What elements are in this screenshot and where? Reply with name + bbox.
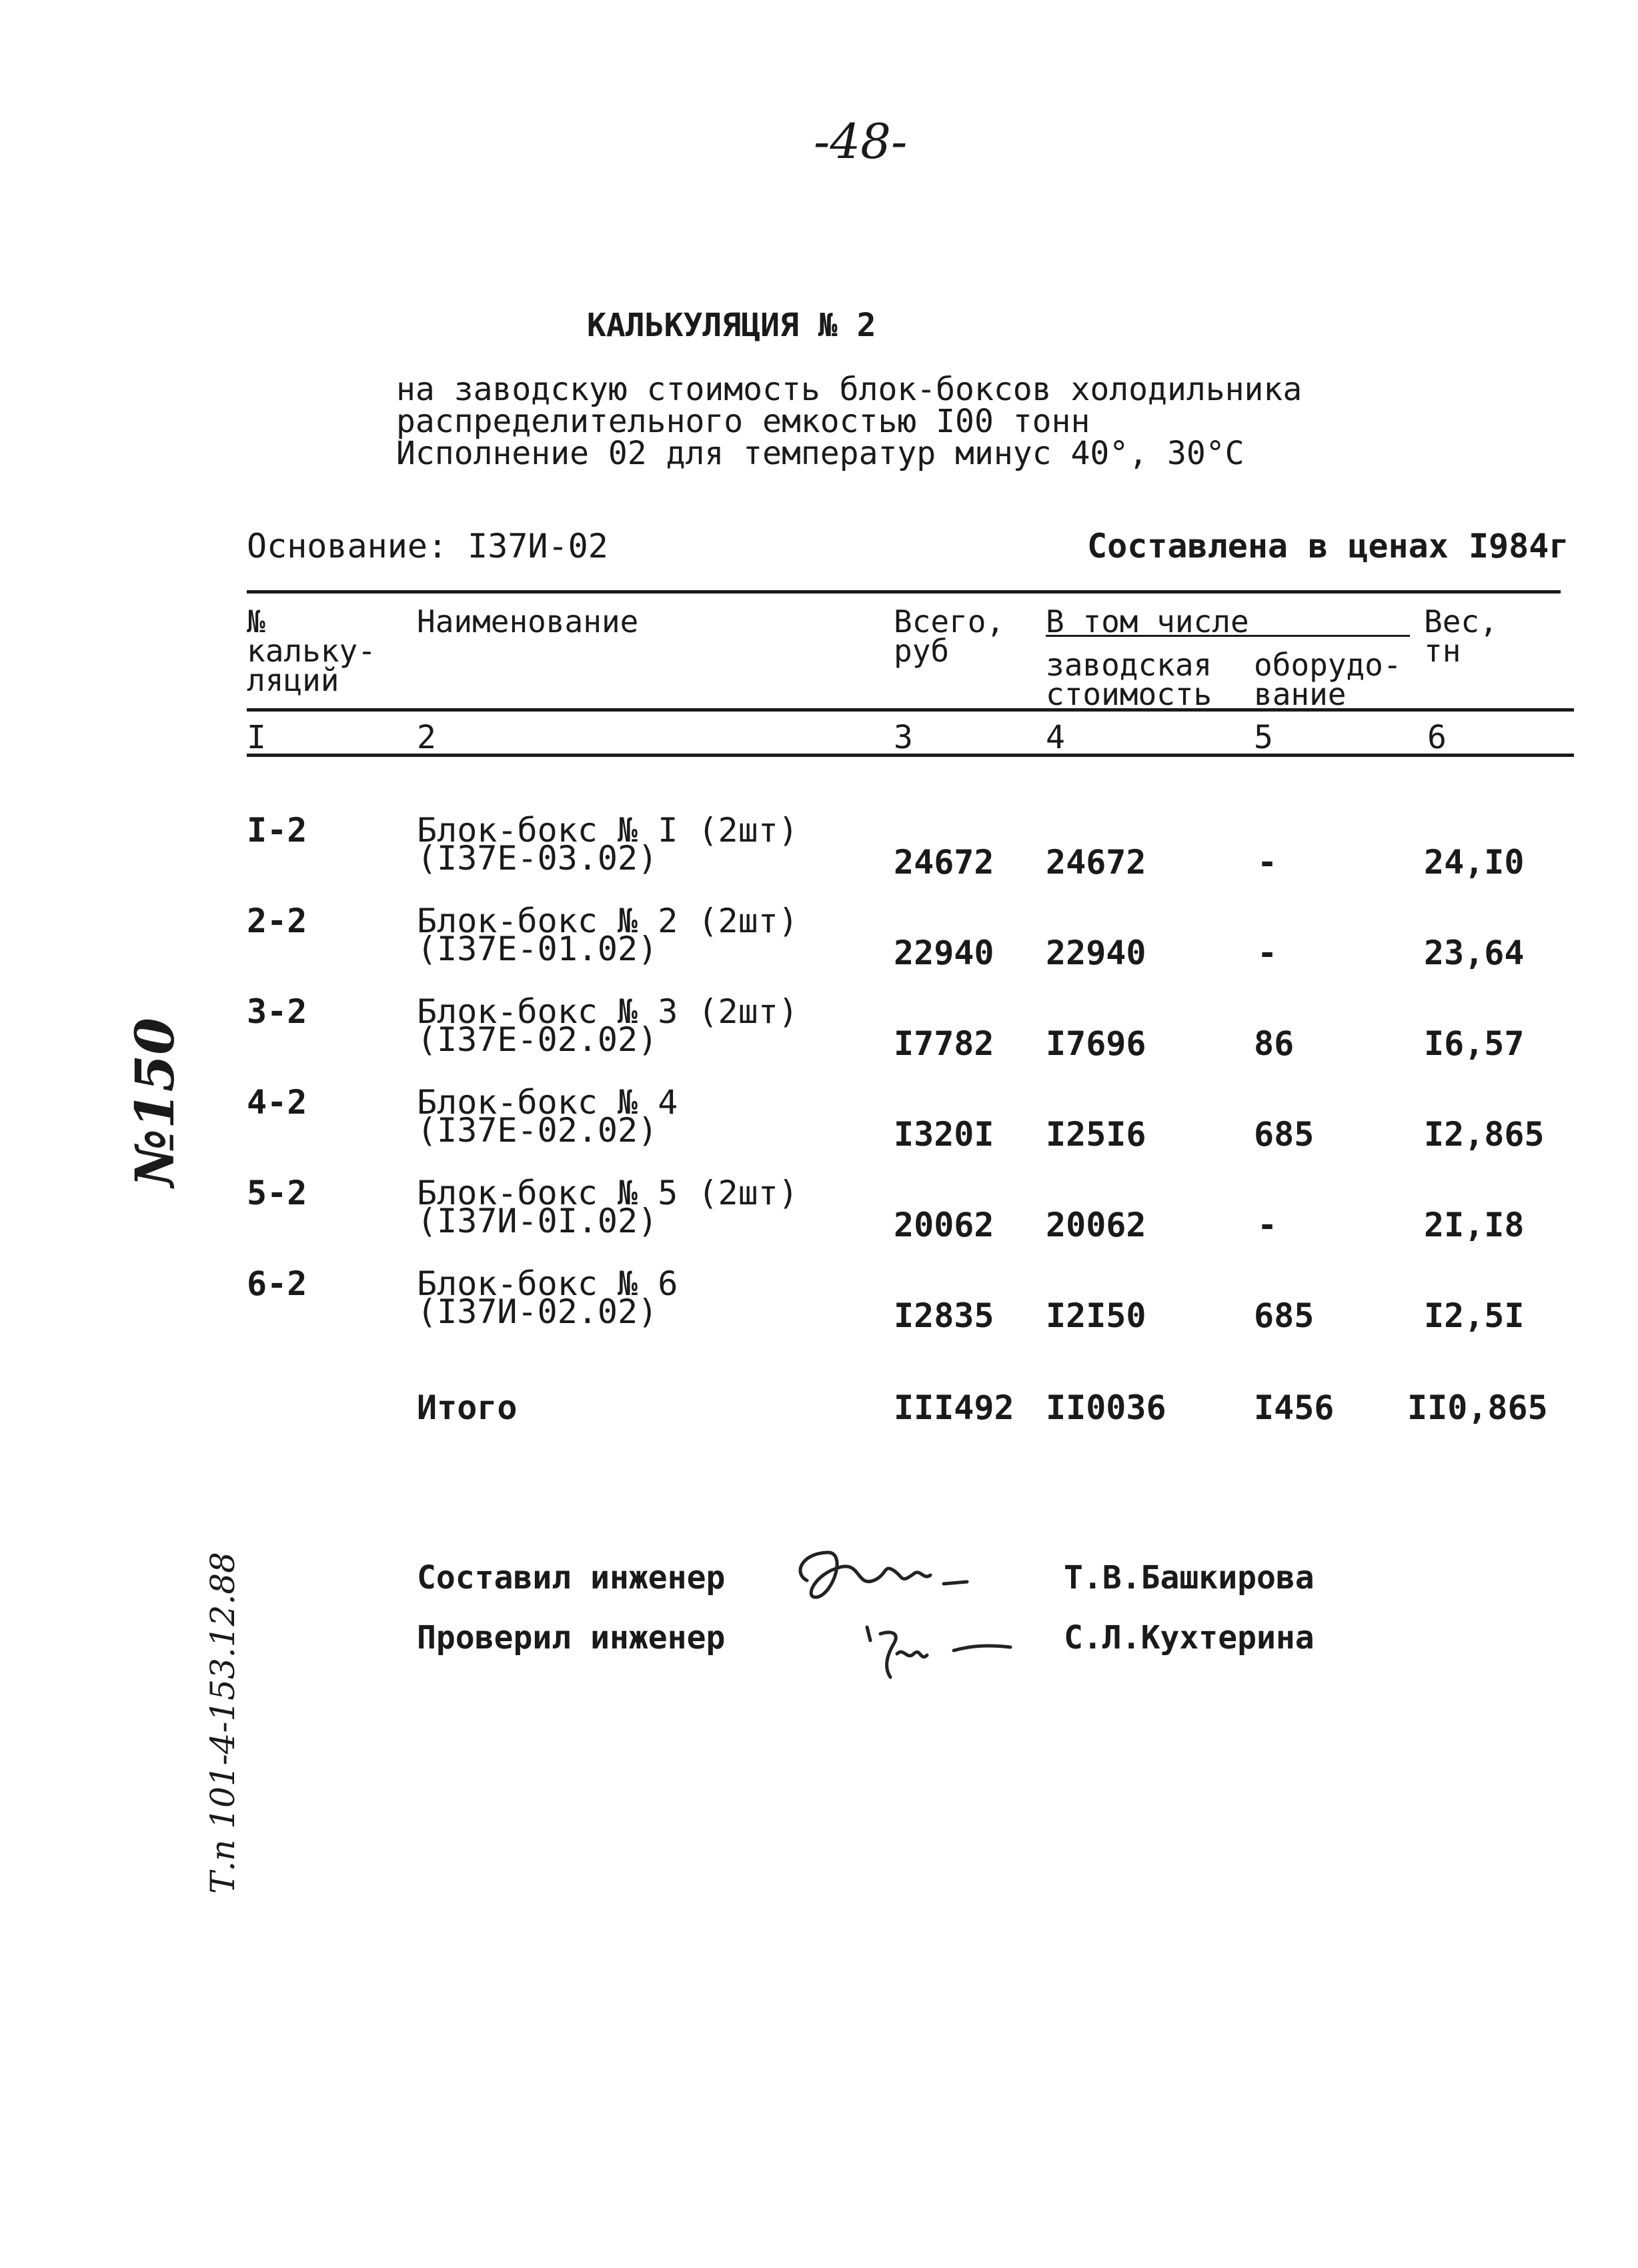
row-calc-number: 2-2	[247, 902, 307, 940]
row-factory: I7696	[1046, 1024, 1146, 1063]
row-factory: I25I6	[1046, 1115, 1146, 1154]
row-name: Блок-бокс № 4	[417, 1083, 678, 1122]
total-sum: III492	[894, 1388, 1014, 1427]
row-weight: I2,865	[1424, 1115, 1545, 1154]
column-number: 4	[1046, 719, 1065, 756]
row-total: 24672	[894, 843, 994, 882]
row-weight: I2,5I	[1424, 1296, 1525, 1335]
row-code: (I37Е-02.02)	[417, 1020, 658, 1059]
row-equipment: 685	[1254, 1115, 1315, 1154]
row-factory: I2I50	[1046, 1296, 1146, 1335]
row-factory: 20062	[1046, 1206, 1146, 1244]
header-text: №	[247, 604, 265, 640]
row-total: I7782	[894, 1024, 994, 1063]
header-text: руб	[894, 633, 950, 669]
row-equipment: 86	[1254, 1024, 1295, 1063]
row-weight: 2I,I8	[1424, 1206, 1525, 1244]
table-top-rule	[247, 590, 1561, 594]
column-number: 6	[1427, 719, 1447, 756]
basis-label: Основание: I37И-02	[247, 527, 608, 565]
header-text: Всего,	[894, 604, 1005, 640]
row-calc-number: 3-2	[247, 992, 307, 1031]
header-text: кальку-	[247, 633, 376, 669]
signature-checker	[854, 1614, 1027, 1687]
row-code: (I37И-0I.02)	[417, 1202, 658, 1240]
row-equipment: -	[1257, 1206, 1278, 1244]
row-name: Блок-бокс № 6	[417, 1264, 678, 1303]
header-calc-number	[247, 604, 376, 698]
row-code: (I37И-02.02)	[417, 1292, 658, 1331]
header-name: Наименование	[417, 604, 639, 640]
total-weight: II0,865	[1407, 1388, 1548, 1427]
compiled-by-label: Составил инженер	[417, 1559, 726, 1596]
total-factory: II0036	[1046, 1388, 1166, 1427]
row-equipment: -	[1257, 934, 1278, 972]
header-total	[894, 604, 1005, 669]
row-calc-number: 5-2	[247, 1174, 307, 1212]
row-weight: 23,64	[1424, 934, 1525, 972]
subtitle-line: Исполнение 02 для температур минус 40°, 30°С	[396, 435, 1245, 472]
row-equipment: -	[1257, 843, 1278, 882]
row-code: (I37Е-03.02)	[417, 839, 658, 878]
column-number: 5	[1254, 719, 1273, 756]
header-factory-cost	[1046, 647, 1212, 712]
signature-compiler	[787, 1534, 1000, 1614]
header-text: тн	[1424, 633, 1461, 669]
checked-by-label: Проверил инженер	[417, 1619, 726, 1656]
prices-note: Составлена в ценах I984г	[1087, 527, 1569, 565]
compiled-by-name: Т.В.Башкирова	[1064, 1559, 1315, 1596]
checked-by-name: С.Л.Кухтерина	[1064, 1619, 1315, 1656]
row-equipment: 685	[1254, 1296, 1315, 1335]
row-total: I2835	[894, 1296, 994, 1335]
column-number: 2	[417, 719, 436, 756]
header-equipment	[1254, 647, 1402, 712]
header-text: Вес,	[1424, 604, 1498, 640]
row-calc-number: 4-2	[247, 1083, 307, 1122]
row-factory: 22940	[1046, 934, 1146, 972]
subtitle-line: на заводскую стоимость блок-боксов холодильника	[396, 371, 1303, 408]
row-total: I320I	[894, 1115, 994, 1154]
row-calc-number: 6-2	[247, 1264, 307, 1303]
subtitle-line: распределительного емкостью I00 тонн	[396, 403, 1090, 440]
page-number: -48-	[814, 113, 908, 169]
row-calc-number: I-2	[247, 811, 307, 850]
column-number: 3	[894, 719, 913, 756]
document-title: КАЛЬКУЛЯЦИЯ № 2	[587, 307, 876, 344]
header-text: стоимость	[1046, 676, 1212, 712]
header-text: вание	[1254, 676, 1347, 712]
row-weight: I6,57	[1424, 1024, 1525, 1063]
document-subtitle	[396, 371, 1303, 472]
row-name: Блок-бокс № 5 (2шт)	[417, 1174, 798, 1212]
row-total: 22940	[894, 934, 994, 972]
header-text: заводская	[1046, 647, 1212, 683]
total-equipment: I456	[1254, 1388, 1335, 1427]
row-factory: 24672	[1046, 843, 1146, 882]
project-reference: Т.п 101-4-153.12.88	[203, 1552, 242, 1894]
row-name: Блок-бокс № 2 (2шт)	[417, 902, 798, 940]
row-total: 20062	[894, 1206, 994, 1244]
header-group: В том числе	[1046, 604, 1249, 640]
header-text: оборудо-	[1254, 647, 1402, 683]
row-code: (I37Е-01.02)	[417, 930, 658, 968]
total-label: Итого	[417, 1388, 518, 1427]
header-weight	[1424, 604, 1498, 669]
row-code: (I37Е-02.02)	[417, 1111, 658, 1150]
row-name: Блок-бокс № I (2шт)	[417, 811, 798, 850]
archive-number: №150	[123, 1018, 186, 1187]
column-number: I	[247, 719, 266, 756]
row-name: Блок-бокс № 3 (2шт)	[417, 992, 798, 1031]
header-text: ляций	[247, 662, 339, 698]
row-weight: 24,I0	[1424, 843, 1525, 882]
